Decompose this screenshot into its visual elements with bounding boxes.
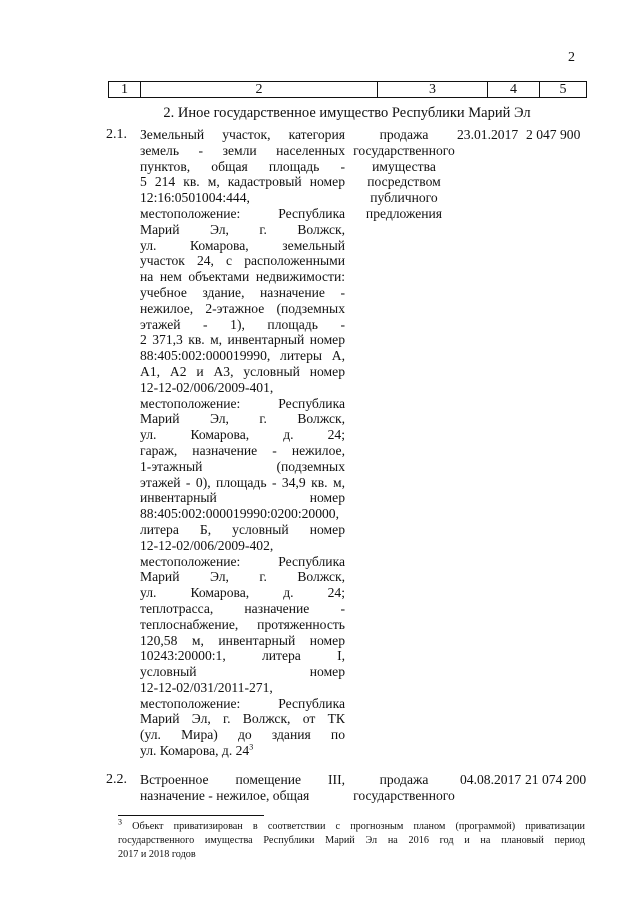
description-line: теплотрасса, назначение -: [140, 600, 345, 616]
description-line: 5 214 кв. м, кадастровый номер: [140, 174, 345, 190]
sale-price: 2 047 900: [526, 127, 581, 142]
description-line: 120,58 м, инвентарный номер: [140, 632, 345, 648]
method-line: имущества: [372, 158, 436, 174]
description-line: Марий Эл, г. Волжск,: [140, 221, 345, 237]
method-line: государственного: [353, 142, 455, 158]
column-header-row: [108, 81, 587, 98]
description-line: теплоснабжение, протяженность: [140, 616, 345, 632]
footnote-line: $^3$ Объект приватизирован в соответствии с прогнозным планом (программой) приватизации: [118, 817, 585, 832]
privatization-method: [348, 127, 460, 222]
description-line: (ул. Мира) до здания по: [140, 727, 345, 743]
description-line: местоположение: Республика: [140, 695, 345, 711]
description-line: гараж, назначение - нежилое,: [140, 442, 345, 458]
method-line: посредством: [367, 174, 441, 190]
description-line: 12:16:0501004:444,: [140, 190, 250, 206]
object-description: [140, 772, 345, 804]
description-line: этажей - 1), площадь -: [140, 316, 345, 332]
description-line: ул. Комарова, д. $24^3$: [140, 742, 254, 759]
method-line: государственного: [353, 787, 455, 803]
description-line: ул. Комарова, земельный: [140, 237, 345, 253]
row-number: 2.1.: [106, 127, 127, 142]
description-line: земель - земли населенных: [140, 142, 345, 158]
page-number: 2: [568, 50, 575, 65]
privatization-method: [348, 772, 460, 804]
description-line: Марий Эл, г. Волжск,: [140, 569, 345, 585]
description-line: литера Б, условный номер: [140, 521, 345, 537]
footnote-mark: 3: [118, 817, 122, 827]
description-line: Марий Эл, г. Волжск,: [140, 411, 345, 427]
description-line: 88:405:002:000019990, литеры А,: [140, 348, 345, 364]
method-line: публичного: [370, 190, 438, 206]
description-line: инвентарный номер: [140, 490, 345, 506]
description-line: участок 24, с расположенными: [140, 253, 345, 269]
description-line: Встроенное помещение III,: [140, 772, 345, 787]
method-line: продажа: [379, 127, 429, 142]
description-line: пунктов, общая площадь -: [140, 158, 345, 174]
description-line: Земельный участок, категория: [140, 127, 345, 142]
description-line: 12-12-02/006/2009-402,: [140, 537, 274, 553]
method-line: продажа: [379, 772, 429, 787]
description-line: 88:405:002:000019990:0200:20000,: [140, 506, 340, 522]
description-line: местоположение: Республика: [140, 395, 345, 411]
decision-date: 23.01.2017: [457, 127, 519, 142]
description-line: местоположение: Республика: [140, 553, 345, 569]
description-line: А1, А2 и А3, условный номер: [140, 363, 345, 379]
description-line: 12-12-02/006/2009-401,: [140, 379, 274, 395]
column-number-2: 2: [141, 82, 378, 98]
description-line: условный номер: [140, 664, 345, 680]
description-line: на нем объектами недвижимости:: [140, 269, 345, 285]
column-number-4: 4: [488, 82, 540, 98]
description-line: Марий Эл, г. Волжск, от ТК: [140, 711, 345, 727]
sale-price: 21 074 200: [525, 772, 587, 787]
column-number-1: 1: [109, 82, 141, 98]
method-line: предложения: [365, 205, 443, 221]
row-number: 2.2.: [106, 772, 127, 787]
section-title: 2. Иное государственное имущество Республики Марий Эл: [163, 105, 531, 121]
object-description: [140, 127, 345, 759]
description-line: назначение - нежилое, общая: [140, 787, 310, 803]
decision-date: 04.08.2017: [460, 772, 522, 787]
description-line: 10243:20000:1, литера I,: [140, 648, 345, 664]
description-line: 12-12-02/031/2011-271,: [140, 679, 273, 695]
description-line: этажей - 0), площадь - 34,9 кв. м,: [140, 474, 345, 490]
description-line: ул. Комарова, д. 24;: [140, 585, 345, 601]
footnote-line: государственного имущества Республики Марий Эл на 2016 год и на плановый период: [118, 835, 585, 846]
column-number-5: 5: [540, 82, 587, 98]
description-line: 1-этажный (подземных: [140, 458, 345, 474]
description-line: 2 371,3 кв. м, инвентарный номер: [140, 332, 345, 348]
description-line: нежилое, 2-этажное (подземных: [140, 300, 345, 316]
description-line: учебное здание, назначение -: [140, 284, 345, 300]
column-number-3: 3: [378, 82, 488, 98]
footnote: [118, 817, 585, 862]
footnote-separator: [118, 815, 264, 816]
description-line: местоположение: Республика: [140, 205, 345, 221]
footnote-line: 2017 и 2018 годов: [118, 849, 196, 860]
description-line: ул. Комарова, д. 24;: [140, 427, 345, 443]
footnote-reference: 3: [249, 742, 254, 752]
